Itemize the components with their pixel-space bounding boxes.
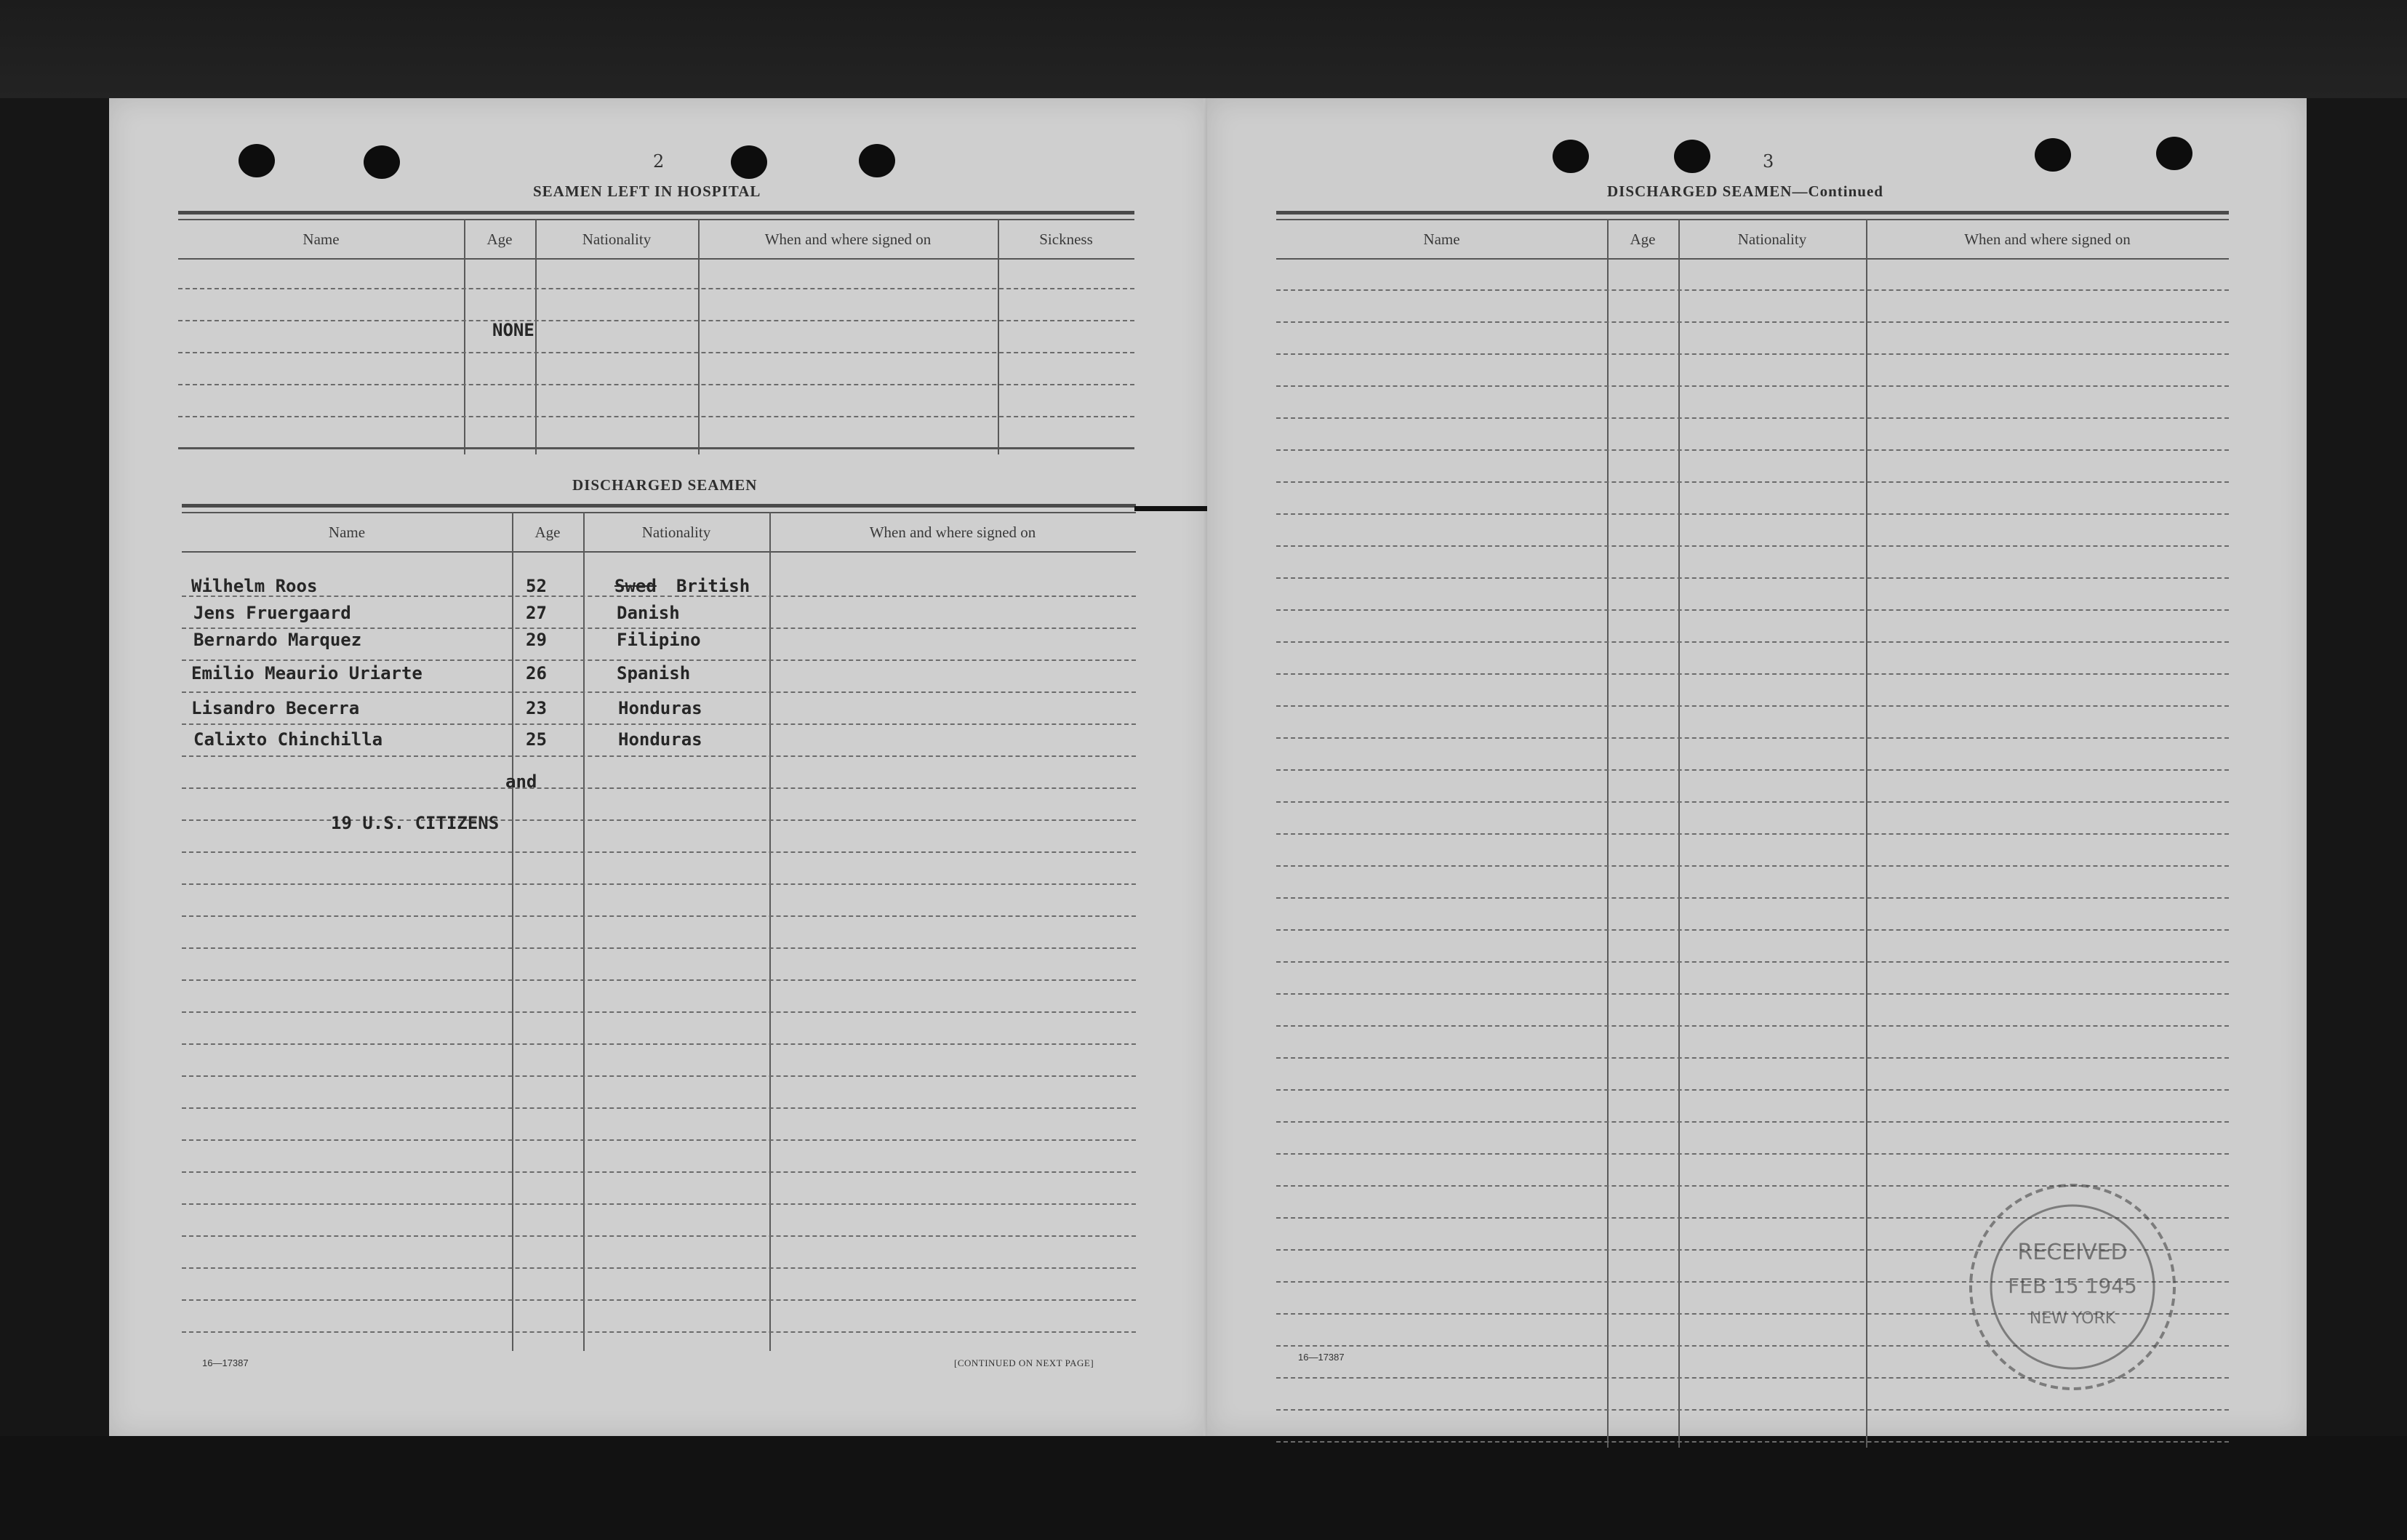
ruled-line xyxy=(182,947,1136,949)
col-header-name: Name xyxy=(303,230,340,248)
column-divider xyxy=(769,512,771,1351)
ruled-line xyxy=(182,883,1136,885)
ruled-line xyxy=(1276,1121,2229,1123)
ruled-line xyxy=(1276,1025,2229,1027)
scan-border-top xyxy=(0,0,2407,98)
ruled-line xyxy=(1276,641,2229,643)
col-header-sickness: Sickness xyxy=(1039,230,1093,248)
ruled-line xyxy=(1276,929,2229,931)
ruled-line xyxy=(182,1203,1136,1205)
col-header-age: Age xyxy=(534,523,561,541)
ruled-line xyxy=(182,1043,1136,1045)
seaman-name: Bernardo Marquez xyxy=(193,630,362,650)
column-divider xyxy=(512,512,513,1351)
hospital-none-entry: NONE xyxy=(492,320,534,340)
ruled-line xyxy=(1276,1409,2229,1411)
col-header-nationality: Nationality xyxy=(1737,230,1807,248)
stamp-date-text: FEB 15 1945 xyxy=(2008,1274,2137,1298)
punch-hole xyxy=(859,144,895,177)
punch-hole xyxy=(2035,138,2071,172)
ruled-line xyxy=(1276,1057,2229,1059)
ruled-line xyxy=(182,627,1136,629)
ruled-line xyxy=(182,755,1136,757)
ruled-line xyxy=(1276,321,2229,323)
ruled-line xyxy=(1276,449,2229,451)
seaman-nationality: Spanish xyxy=(617,663,691,683)
struck-nationality: Swed xyxy=(614,576,657,596)
continued-note: [CONTINUED ON NEXT PAGE] xyxy=(954,1357,1094,1368)
punch-hole xyxy=(2156,137,2192,170)
and-entry: and xyxy=(505,771,537,792)
discharged-section-title: DISCHARGED SEAMEN xyxy=(572,476,758,494)
ruled-line xyxy=(182,851,1136,853)
ruled-line xyxy=(182,819,1136,821)
ruled-line xyxy=(178,320,1134,321)
ruled-line xyxy=(182,787,1136,789)
ruled-line xyxy=(1276,513,2229,515)
seaman-nationality: Honduras xyxy=(618,698,702,718)
ruled-line xyxy=(1276,385,2229,387)
form-code: 16—17387 xyxy=(202,1357,249,1368)
seaman-age: 23 xyxy=(526,698,547,718)
ruled-line xyxy=(1276,417,2229,419)
discharged-continued-title: DISCHARGED SEAMEN—Continued xyxy=(1607,183,1883,200)
seaman-age: 26 xyxy=(526,663,547,683)
ruled-line xyxy=(182,691,1136,693)
ruled-line xyxy=(1276,961,2229,963)
punch-hole xyxy=(731,145,767,179)
ruled-line xyxy=(182,915,1136,917)
ruled-line xyxy=(182,1267,1136,1269)
ruled-line xyxy=(1276,833,2229,835)
page-number: 3 xyxy=(1763,151,1774,172)
ruled-line xyxy=(1276,897,2229,899)
ruled-line xyxy=(182,1107,1136,1109)
column-divider xyxy=(535,219,537,454)
hospital-section-title: SEAMEN LEFT IN HOSPITAL xyxy=(533,183,761,200)
ruled-line xyxy=(1276,353,2229,355)
col-header-age: Age xyxy=(486,230,513,248)
ruled-line xyxy=(1276,705,2229,707)
seaman-age: 29 xyxy=(526,630,547,650)
table-bottom-rule xyxy=(178,447,1134,449)
hospital-table-header xyxy=(178,219,1134,260)
punch-hole xyxy=(1553,140,1589,173)
ruled-line xyxy=(178,384,1134,385)
received-stamp xyxy=(1963,1178,2182,1396)
seaman-name: Emilio Meaurio Uriarte xyxy=(191,663,422,683)
column-divider xyxy=(464,219,465,454)
ruled-line xyxy=(1276,865,2229,867)
ruled-line xyxy=(178,352,1134,353)
punch-hole xyxy=(364,145,400,179)
col-header-name: Name xyxy=(328,523,366,541)
seaman-age: 25 xyxy=(526,729,547,750)
ruled-line xyxy=(182,1299,1136,1301)
seaman-name: Jens Fruergaard xyxy=(193,603,351,623)
seaman-name: Lisandro Becerra xyxy=(191,698,360,718)
seaman-nationality: British xyxy=(676,576,750,596)
ruled-line xyxy=(182,723,1136,725)
stamp-received-text: RECEIVED xyxy=(2017,1240,2128,1265)
left-page xyxy=(109,98,1207,1436)
ruled-line xyxy=(182,979,1136,981)
col-header-nationality: Nationality xyxy=(641,523,711,541)
seaman-age: 27 xyxy=(526,603,547,623)
ruled-line xyxy=(182,1331,1136,1333)
ruled-line xyxy=(178,288,1134,289)
col-header-age: Age xyxy=(1630,230,1656,248)
col-header-name: Name xyxy=(1423,230,1460,248)
seaman-name: Calixto Chinchilla xyxy=(193,729,383,750)
col-header-signed-on: When and where signed on xyxy=(764,230,932,248)
page-number: 2 xyxy=(653,151,665,172)
ruled-line xyxy=(178,416,1134,417)
scan-border-bottom xyxy=(0,1436,2407,1540)
us-citizens-entry: 19 U.S. CITIZENS xyxy=(331,813,500,833)
ruled-line xyxy=(182,659,1136,661)
ruled-line xyxy=(1276,481,2229,483)
hospital-table xyxy=(178,211,1134,454)
ruled-line xyxy=(1276,545,2229,547)
ruled-line xyxy=(1276,1089,2229,1091)
column-divider xyxy=(583,512,585,1351)
column-divider xyxy=(698,219,700,454)
ruled-line xyxy=(1276,737,2229,739)
seaman-nationality: Filipino xyxy=(617,630,701,650)
ruled-line xyxy=(1276,1153,2229,1155)
ruled-line xyxy=(1276,1441,2229,1443)
seaman-age: 52 xyxy=(526,576,547,596)
ruled-line xyxy=(1276,801,2229,803)
ruled-line xyxy=(182,1235,1136,1237)
ruled-line xyxy=(182,595,1136,597)
ruled-line xyxy=(1276,769,2229,771)
seaman-nationality: Danish xyxy=(617,603,680,623)
form-code: 16—17387 xyxy=(1298,1352,1345,1363)
ruled-line xyxy=(1276,577,2229,579)
ruled-line xyxy=(182,1171,1136,1173)
seaman-name: Wilhelm Roos xyxy=(191,576,318,596)
ruled-line xyxy=(182,1011,1136,1013)
col-header-signed-on: When and where signed on xyxy=(869,523,1036,541)
seaman-nationality: Honduras xyxy=(618,729,702,750)
ruled-line xyxy=(1276,993,2229,995)
column-divider xyxy=(998,219,999,454)
ruled-line xyxy=(182,1075,1136,1077)
col-header-signed-on: When and where signed on xyxy=(1964,230,2131,248)
col-header-nationality: Nationality xyxy=(582,230,652,248)
punch-hole xyxy=(1674,140,1710,173)
ruled-line xyxy=(1276,609,2229,611)
ruled-line xyxy=(1276,673,2229,675)
ruled-line xyxy=(1276,289,2229,291)
discharged-table-header xyxy=(182,512,1136,553)
punch-hole xyxy=(239,144,275,177)
discharged-continued-header xyxy=(1276,219,2229,260)
ruled-line xyxy=(182,1139,1136,1141)
stamp-city-text: NEW YORK xyxy=(2029,1310,2116,1328)
